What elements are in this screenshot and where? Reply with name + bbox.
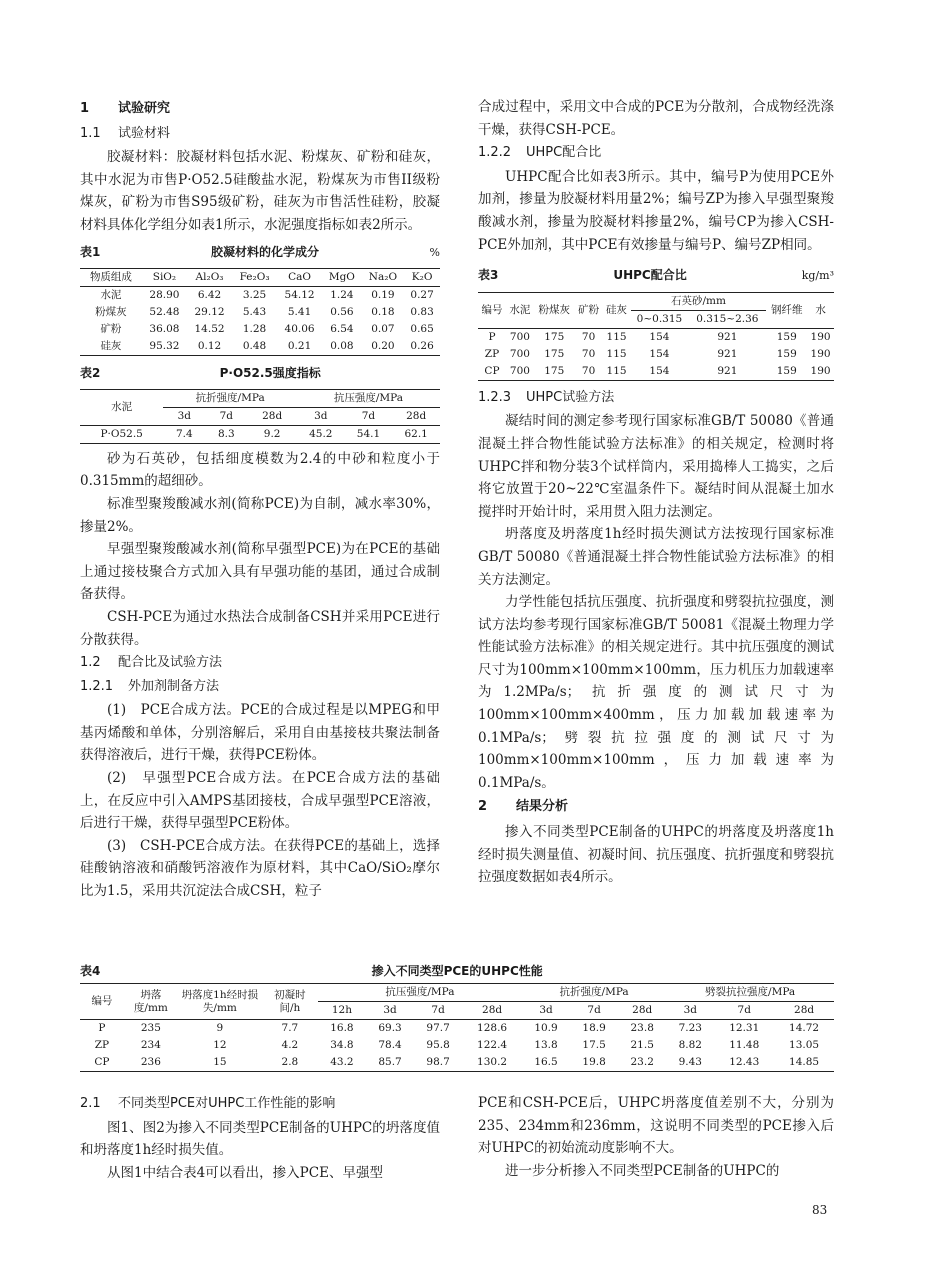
table-cell: P [98, 1022, 106, 1034]
table-cell: 23.2 [630, 1056, 654, 1068]
bottom-left-column [80, 1092, 440, 1184]
table-cell: 6.54 [330, 323, 354, 336]
table-cell: 34.8 [330, 1039, 354, 1051]
table-cell: 78.4 [378, 1039, 402, 1051]
table-cell: 28.90 [149, 289, 180, 302]
table-cell: 115 [606, 364, 627, 377]
table-cell: 128.6 [477, 1022, 508, 1034]
table-row [478, 328, 834, 346]
table-row [80, 1037, 834, 1054]
table-cell: 921 [717, 347, 738, 360]
page-number: 83 [812, 1203, 828, 1217]
table-cell: 23.8 [630, 1022, 654, 1034]
table-cell: 190 [810, 364, 831, 377]
paragraph: 掺入不同类型PCE制备的UHPC的坍落度及坍落度1h经时损失测量值、初凝时间、抗压强度、抗折强度和劈裂抗拉强度数据如表4所示。 [478, 824, 834, 886]
table-cell: 122.4 [477, 1039, 508, 1051]
table-cell: 36.08 [149, 323, 180, 336]
table-cell: 0.18 [371, 306, 395, 319]
table-caption: 表4 掺入不同类型PCE的UHPC性能 [80, 964, 543, 978]
subsection-heading: 1.1 试验材料 [80, 125, 171, 141]
table-cell: 19.8 [582, 1056, 606, 1068]
table-cell: 98.7 [426, 1056, 450, 1068]
table-cell: ZP [94, 1039, 110, 1051]
table-row [80, 338, 440, 356]
paragraph: 从图1中结合表4可以看出，掺入PCE、早强型 [107, 1164, 383, 1181]
table-cell: 40.06 [284, 323, 315, 336]
table-cell: 0.83 [410, 306, 434, 319]
table-cell: 700 [509, 364, 530, 377]
table-cell: 95.32 [149, 340, 180, 353]
table-cell: 175 [544, 330, 565, 343]
table-cell: P [488, 330, 496, 343]
table-cell: 4.2 [281, 1039, 299, 1051]
table-cell: 8.82 [678, 1039, 702, 1051]
table-cell: 85.7 [378, 1056, 402, 1068]
table-cell: 0.08 [330, 340, 354, 353]
table-cell: 9.43 [678, 1056, 702, 1068]
table-cell: 115 [606, 330, 627, 343]
section-heading: 1 试验研究 [80, 101, 171, 116]
table4-block [80, 958, 834, 1072]
table-cell: 154 [649, 347, 670, 360]
table-cell: 3.25 [242, 289, 267, 302]
table-cell: 16.8 [330, 1022, 354, 1034]
table-caption: 表2 P·O52.5强度指标 [80, 366, 321, 381]
table-cell: 921 [717, 364, 738, 377]
table-cell: 236 [140, 1056, 161, 1068]
table-cell: 70 [581, 330, 596, 343]
table-cell: 硅灰 [100, 340, 122, 353]
table-cell: 6.42 [197, 289, 222, 302]
table-cell: ZP [484, 347, 500, 360]
chemical-composition-table: 物质组成 SiO₂ Al₂O₃ Fe₂O₃ CaO MgO Na₂O K₂O 水泥 28.90 6.42 3.25 54.12 1.24 0.19 0.27 粉煤灰 52.48 29.12 5.43 5.41 0.56 0.18 0.83 矿粉 36.08 14.52 1.28 40.06 6.54 0.07 0.65 硅灰 95.32 0.12 0.48 0.21 0.08 0.20 0.26 [80, 268, 440, 356]
table-row [80, 304, 440, 321]
table-cell: 700 [509, 347, 530, 360]
table-cell: 15 [213, 1056, 227, 1068]
table-cell: 115 [606, 347, 627, 360]
subsubsection-heading: 1.2.2 UHPC配合比 [478, 145, 602, 161]
table-cell: 70 [581, 364, 596, 377]
paragraph: 合成过程中，采用文中合成的PCE为分散剂，合成物经洗涤干燥，获得CSH-PCE。 [478, 99, 834, 138]
table-cell: 17.5 [582, 1039, 606, 1051]
table-cell: 54.12 [284, 289, 315, 302]
table-cell: 190 [810, 330, 831, 343]
table-cell: 粉煤灰 [95, 306, 127, 319]
paragraph: 力学性能包括抗压强度、抗折强度和劈裂抗拉强度，测试方法均参考现行国家标准GB/T 50081《混凝土物理力学性能试验方法标准》的相关规定进行。其中抗压强度的测试尺寸为100mm×100mm×100mm，压力机压力加载速率为1.2MPa/s；抗折强度的测试尺寸为100mm×100mm×400mm，压力加载加载速率为0.1MPa/s；劈裂抗拉强度的测试尺寸为100mm×100mm×100mm，压力加载速率为0.1MPa/s。 [478, 594, 834, 791]
table-cell: 0.27 [410, 289, 434, 302]
table-row: P·O52.5 7.4 8.3 9.2 45.2 54.1 62.1 [100, 427, 428, 440]
paragraph: CSH-PCE为通过水热法合成制备CSH并采用PCE进行分散获得。 [80, 608, 440, 648]
table-cell: 21.5 [630, 1039, 654, 1051]
table-cell: 12.43 [729, 1056, 760, 1068]
table-cell: 12 [213, 1039, 227, 1051]
table-cell: 43.2 [330, 1056, 354, 1068]
table-caption: 表3 UHPC配合比 kg/m³ [478, 268, 834, 283]
table-cell: CP [484, 364, 500, 377]
subsubsection-heading: 1.2.3 UHPC试验方法 [478, 389, 615, 405]
paragraph: (1) PCE合成方法。PCE的合成过程是以MPEG和甲基丙烯酸和单体，分别溶解后，采用自由基接枝共聚法制备获得溶液后，进行干燥，获得PCE粉体。 [80, 702, 440, 764]
table-cell: 11.48 [729, 1039, 760, 1051]
table-cell: 0.19 [371, 289, 395, 302]
table-cell: 29.12 [194, 306, 225, 319]
table-cell: 0.65 [410, 323, 434, 336]
table-cell: 190 [810, 347, 831, 360]
table-cell: 0.12 [197, 340, 222, 353]
table-cell: 159 [776, 330, 797, 343]
table-cell: 13.05 [789, 1039, 820, 1051]
table-row [80, 1020, 834, 1038]
table-row [80, 1054, 834, 1072]
paragraph: UHPC配合比如表3所示。其中，编号P为使用PCE外加剂，掺量为胶凝材料用量2%；编号ZP为掺入早强型聚羧酸减水剂，掺量为胶凝材料掺量2%，编号CP为掺入CSH-PCE外加剂，其中PCE有效掺量与编号P、编号ZP相同。 [478, 168, 834, 253]
table-cell: 0.20 [371, 340, 395, 353]
table-cell: 7.7 [281, 1022, 299, 1034]
table-cell: 0.56 [330, 306, 354, 319]
table-cell: 0.26 [410, 340, 434, 353]
table-row [80, 287, 440, 305]
left-column [80, 96, 440, 903]
paragraph: 凝结时间的测定参考现行国家标准GB/T 50080《普通混凝土拌合物性能试验方法标准》的相关规定，检测时将UHPC拌和物分装3个试样筒内，采用捣棒人工捣实，之后将它放置于20~22℃室温条件下。凝结时间从混凝土加水搅拌时开始计时，采用贯入阻力法测定。 [478, 413, 834, 520]
table-row [478, 346, 834, 363]
table-cell: 159 [776, 364, 797, 377]
table-cell: 13.8 [534, 1039, 558, 1051]
table-cell: 154 [649, 330, 670, 343]
table-cell: 95.8 [426, 1039, 450, 1051]
table-cell: 18.9 [582, 1022, 606, 1034]
section-heading: 2 结果分析 [478, 799, 569, 815]
paragraph: (2) 早强型PCE合成方法。在PCE合成方法的基础上，在反应中引入AMPS基团接枝，合成早强型PCE溶液，后进行干燥，获得早强型PCE粉体。 [80, 770, 440, 832]
table-cell: 1.28 [242, 323, 267, 336]
cement-strength-table: 水泥 抗折强度/MPa 抗压强度/MPa 3d 7d 28d 3d 7d 28d P·O52.5 7.4 8.3 9.2 45.2 54.1 62.1 [80, 389, 440, 444]
paragraph: 坍落度及坍落度1h经时损失测试方法按现行国家标准GB/T 50080《普通混凝土拌合物性能试验方法标准》的相关方法测定。 [478, 526, 834, 588]
paragraph: 胶凝材料：胶凝材料包括水泥、粉煤灰、矿粉和硅灰，其中水泥为市售P·O52.5硅酸盐水泥，粉煤灰为市售II级粉煤灰，矿粉为市售S95级矿粉，硅灰为市售活性硅粉，胶凝材料具体化学组分如表1所示，水泥强度指标如表2所示。 [80, 149, 440, 233]
table-cell: 130.2 [477, 1056, 508, 1068]
right-column [478, 96, 834, 889]
table-cell: 5.41 [287, 306, 312, 319]
paragraph: 早强型聚羧酸减水剂(简称早强型PCE)为在PCE的基础上通过接枝聚合方式加入具有早强功能的基团，通过合成制备获得。 [80, 541, 440, 603]
table-cell: CP [94, 1056, 110, 1068]
table-cell: 175 [544, 364, 565, 377]
table-caption: 表1 胶凝材料的化学成分 % [80, 244, 440, 259]
table-cell: 2.8 [281, 1056, 299, 1068]
mix-proportion-table: 编号 水泥 粉煤灰 矿粉 硅灰 石英砂/mm 钢纤维 水 0~0.315 0.315~2.36 P 700 175 70 115 154 921 159 190 ZP 700 175 70 115 154 921 159 190 CP 700 175 70 115 154 921 159 190 [478, 292, 834, 381]
table-cell: 7.23 [678, 1022, 702, 1034]
paragraph: (3) CSH-PCE合成方法。在获得PCE的基础上，选择硅酸钠溶液和硝酸钙溶液作为原材料，其中CaO/SiO₂摩尔比为1.5，采用共沉淀法合成CSH，粒子 [80, 837, 440, 900]
subsubsection-heading: 1.2.1 外加剂制备方法 [80, 678, 220, 694]
table-cell: 16.5 [534, 1056, 558, 1068]
bottom-right-column [478, 1092, 834, 1182]
table-cell: 12.31 [729, 1022, 760, 1034]
paragraph: PCE和CSH-PCE后，UHPC坍落度值差别不大，分别为235、234mm和236mm，这说明不同类型的PCE掺入后对UHPC的初始流动度影响不大。 [478, 1095, 834, 1157]
paragraph: 进一步分析掺入不同类型PCE制备的UHPC的 [505, 1162, 780, 1179]
paragraph: 标准型聚羧酸减水剂(简称PCE)为自制，减水率30%，掺量2%。 [80, 495, 440, 535]
subsection-heading: 1.2 配合比及试验方法 [80, 655, 223, 671]
paragraph: 图1、图2为掺入不同类型PCE制备的UHPC的坍落度值和坍落度1h经时损失值。 [80, 1119, 440, 1159]
table-cell: 10.9 [534, 1022, 558, 1034]
table-cell: 矿粉 [100, 323, 122, 336]
table-cell: 0.21 [287, 340, 312, 353]
table-cell: 70 [581, 347, 596, 360]
table-cell: 69.3 [378, 1022, 402, 1034]
table-cell: 175 [544, 347, 565, 360]
table-cell: 14.85 [789, 1056, 820, 1068]
table-cell: 0.07 [371, 323, 395, 336]
table-cell: 234 [140, 1039, 161, 1051]
table-cell: 700 [509, 330, 530, 343]
table-cell: 5.43 [242, 306, 267, 319]
table-cell: 1.24 [330, 289, 354, 302]
table-row [478, 363, 834, 381]
paragraph: 砂为石英砂，包括细度模数为2.4的中砂和粒度小于0.315mm的超细砂。 [80, 450, 440, 490]
table-cell: 235 [140, 1022, 161, 1034]
table-cell: 52.48 [149, 306, 180, 319]
table-cell: 154 [649, 364, 670, 377]
table-cell: 0.48 [242, 340, 267, 353]
table-cell: 159 [776, 347, 797, 360]
table-row [80, 321, 440, 338]
table-cell: 水泥 [100, 289, 122, 302]
table-cell: 9 [216, 1022, 224, 1034]
uhpc-performance-table: 编号 坍落度/mm 坍落度1h经时损失/mm 初凝时间/h 抗压强度/MPa 抗折强度/MPa 劈裂抗拉强度/MPa 12h 3d 7d 28d 3d 7d 28d 3d 7d 28d P 235 9 7.7 16.8 69.3 97.7 128.6 10.9 18.9 23.8 7.23 12.31 14.72 ZP 234 12 4.2 34.8 78.4 95.8 122.4 13.8 17.5 21.5 8.82 11.48 13.05 CP 236 15 2.8 43.2 85.7 98.7 130.2 16.5 19.8 23.2 9.43 12.43 14.85 [80, 983, 834, 1072]
table-cell: 97.7 [426, 1022, 450, 1034]
table-cell: 921 [717, 330, 738, 343]
table-cell: 14.52 [194, 323, 225, 336]
subsection-heading: 2.1 不同类型PCE对UHPC工作性能的影响 [80, 1096, 336, 1111]
table-cell: 14.72 [789, 1022, 820, 1034]
